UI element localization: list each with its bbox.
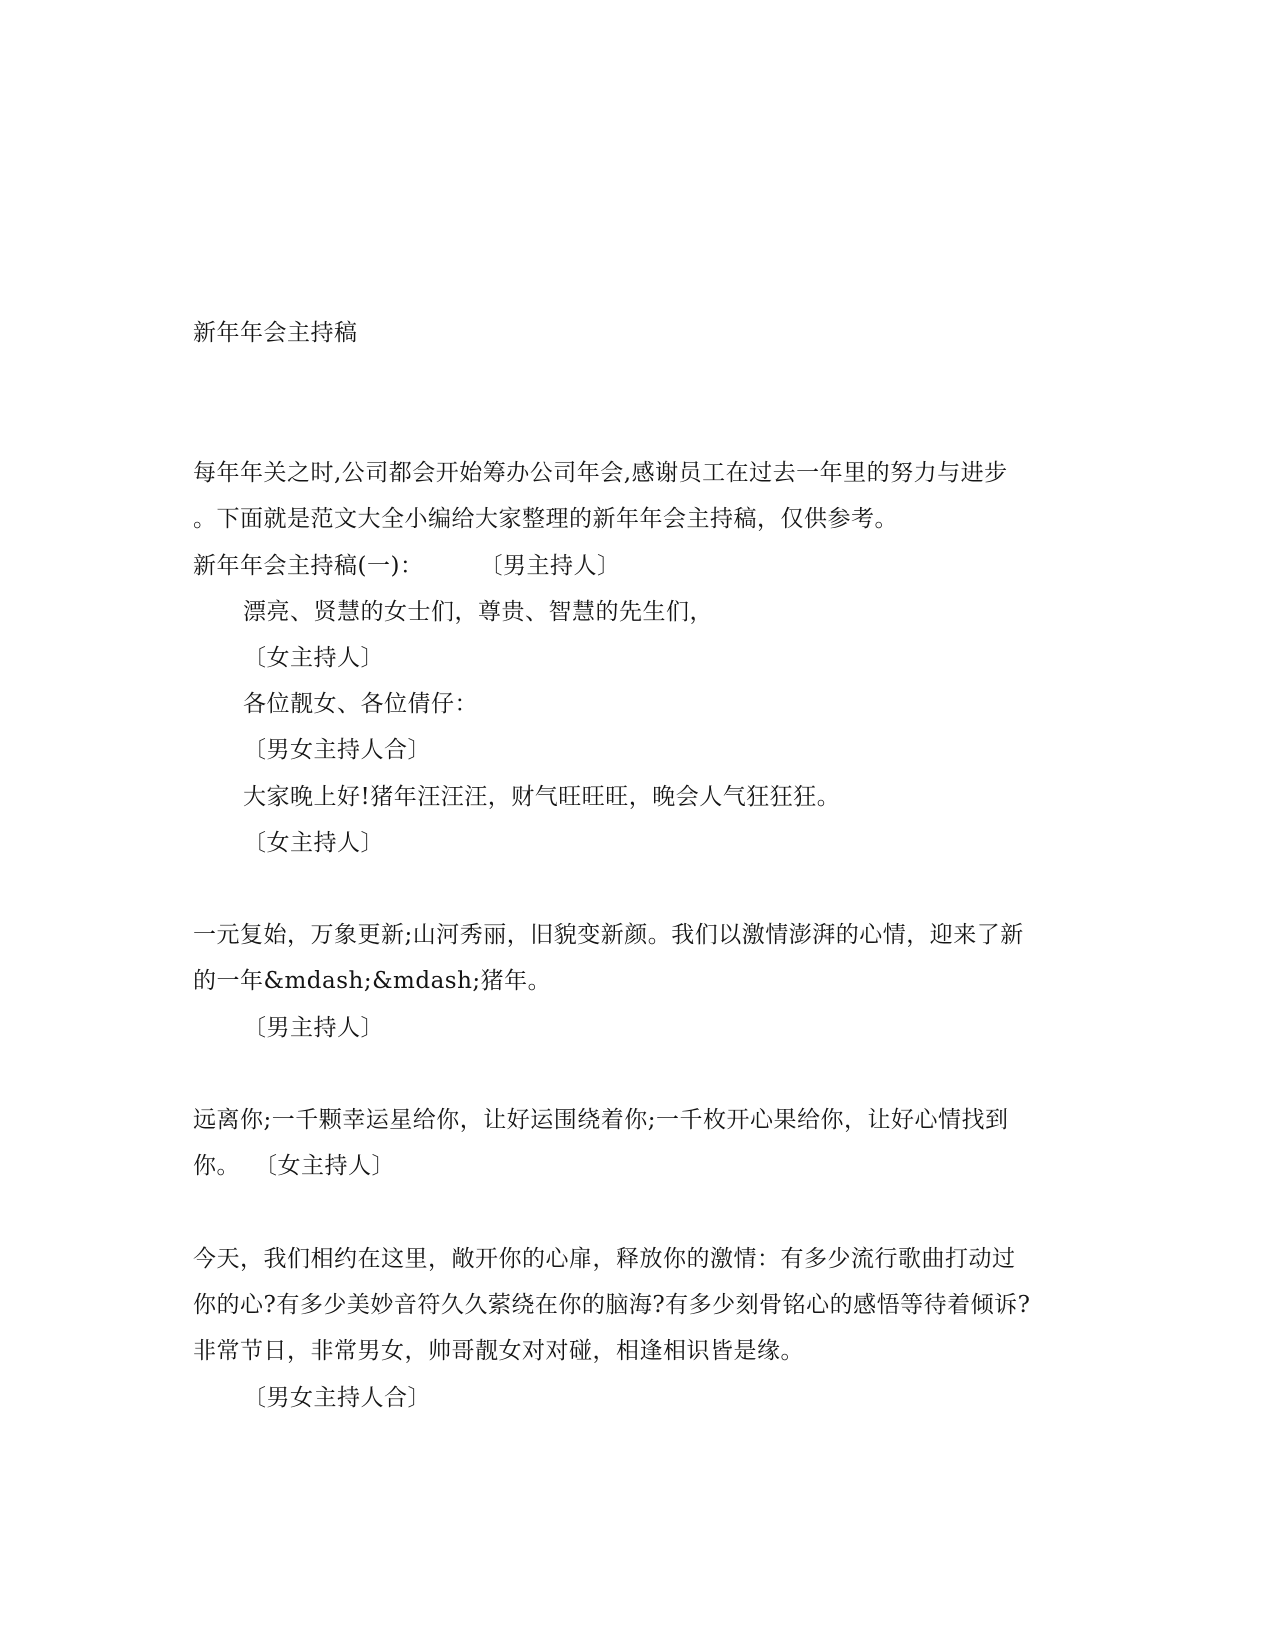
script-line: 各位靓女、各位倩仔： bbox=[243, 691, 478, 717]
intro-line: 每年年关之时,公司都会开始筹办公司年会,感谢员工在过去一年里的努力与进步 bbox=[193, 460, 1008, 486]
document-title: 新年年会主持稿 bbox=[193, 320, 358, 346]
role-label-male: 〔男主持人〕 bbox=[479, 553, 621, 579]
section-heading-row bbox=[193, 551, 620, 581]
role-label-female: 〔女主持人〕 bbox=[243, 645, 384, 671]
section-heading: 新年年会主持稿(一)： bbox=[193, 553, 424, 579]
paragraph-line: 你的心?有多少美妙音符久久萦绕在你的脑海?有多少刻骨铭心的感悟等待着倾诉? bbox=[193, 1292, 1031, 1318]
paragraph-line: 今天，我们相约在这里，敞开你的心扉，释放你的激情：有多少流行歌曲打动过 bbox=[193, 1246, 1016, 1272]
script-line: 大家晚上好!猪年汪汪汪，财气旺旺旺，晚会人气狂狂狂。 bbox=[243, 784, 841, 810]
intro-line: 。下面就是范文大全小编给大家整理的新年年会主持稿，仅供参考。 bbox=[193, 506, 898, 532]
paragraph-text: 你。 bbox=[193, 1153, 240, 1179]
paragraph-line: 一元复始，万象更新;山河秀丽，旧貌变新颜。我们以激情澎湃的心情，迎来了新 bbox=[193, 922, 1024, 948]
paragraph-line: 非常节日，非常男女，帅哥靓女对对碰，相逢相识皆是缘。 bbox=[193, 1338, 804, 1364]
script-line: 漂亮、贤慧的女士们，尊贵、智慧的先生们， bbox=[243, 599, 713, 625]
role-label-female: 〔女主持人〕 bbox=[254, 1153, 395, 1179]
role-label-male: 〔男主持人〕 bbox=[243, 1015, 384, 1041]
paragraph-line-row bbox=[193, 1151, 395, 1181]
role-label-together: 〔男女主持人合〕 bbox=[243, 737, 431, 763]
paragraph-line: 远离你;一千颗幸运星给你，让好运围绕着你;一千枚开心果给你，让好心情找到 bbox=[193, 1107, 1009, 1133]
role-label-together: 〔男女主持人合〕 bbox=[243, 1385, 431, 1411]
paragraph-line: 的一年&mdash;&mdash;猪年。 bbox=[193, 968, 552, 994]
role-label-female: 〔女主持人〕 bbox=[243, 830, 384, 856]
